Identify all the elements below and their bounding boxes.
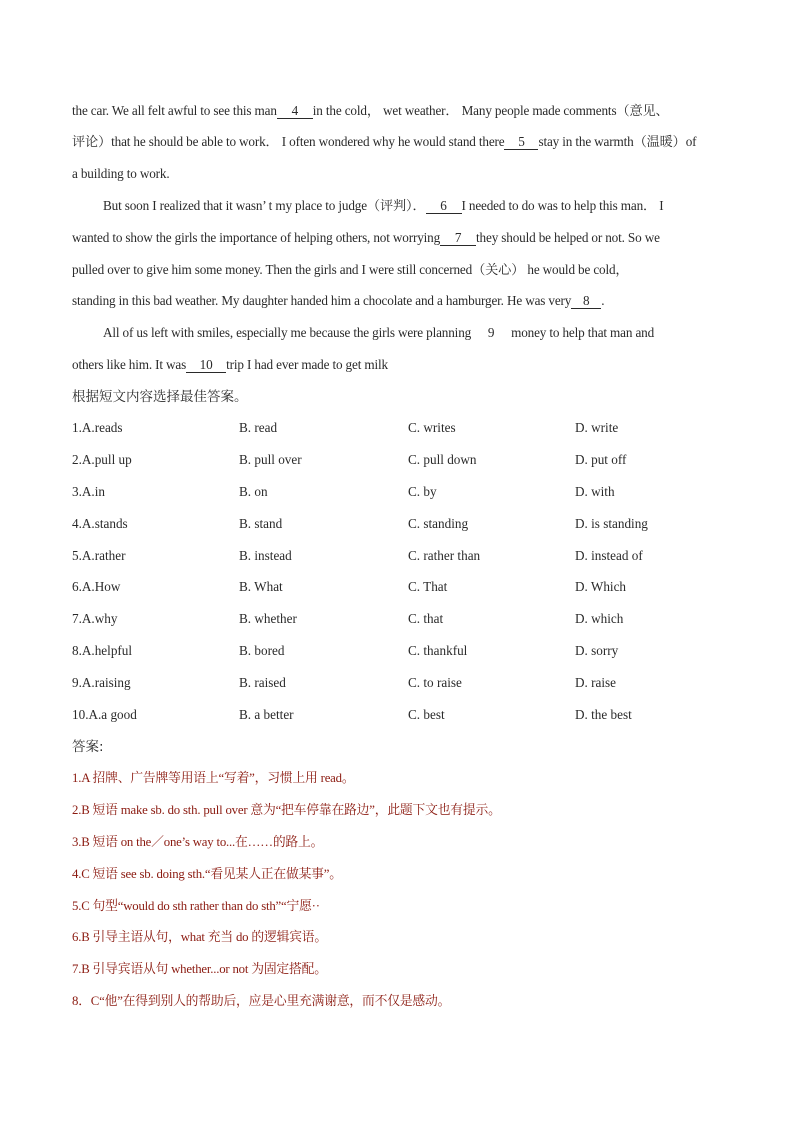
passage-line-2 <box>72 133 732 151</box>
option-10-a: 10.A.a good <box>72 707 137 722</box>
answer-7: 7.B 引导宾语从句 whether...or not 为固定搭配。 <box>72 962 327 976</box>
answer-2: 2.B 短语 make sb. do sth. pull over 意为“把车停靠在路边”，此题下文也有提示。 <box>72 803 501 817</box>
option-row-9 <box>72 674 732 692</box>
passage-line-8 <box>103 324 733 342</box>
option-6-a: 6.A.How <box>72 579 121 594</box>
option-10-b: B. a better <box>239 707 294 722</box>
option-3-a: 3.A.in <box>72 484 105 499</box>
answer-8: 8．C“他”在得到别人的帮助后，应是心里充满谢意，而不仅是感动。 <box>72 994 451 1008</box>
passage-text: in the cold， wet weather． Many people made comments（意见、 <box>312 103 669 118</box>
passage-line-3: a building to work. <box>72 166 170 181</box>
option-2-d: D. put off <box>575 452 627 467</box>
option-8-d: D. sorry <box>575 643 619 658</box>
blank-4: 4 <box>277 103 313 119</box>
option-8-a: 8.A.helpful <box>72 643 133 658</box>
option-9-a: 9.A.raising <box>72 675 131 690</box>
option-6-b: B. What <box>239 579 283 594</box>
blank-6: 6 <box>426 198 462 214</box>
option-7-a: 7.A.why <box>72 611 118 626</box>
option-4-b: B. stand <box>239 516 283 531</box>
option-6-d: D. Which <box>575 579 627 594</box>
option-row-6 <box>72 578 732 596</box>
option-3-d: D. with <box>575 484 615 499</box>
blank-9: 9 <box>487 325 495 340</box>
option-row-10 <box>72 706 732 724</box>
option-5-a: 5.A.rather <box>72 548 126 563</box>
option-9-c: C. to raise <box>408 675 462 690</box>
option-row-7 <box>72 610 732 628</box>
option-8-c: C. thankful <box>408 643 468 658</box>
option-3-c: C. by <box>408 484 437 499</box>
option-row-3 <box>72 483 732 501</box>
answer-5: 5.C 句型“would do sth rather than do sth”“宁愿·· <box>72 899 320 913</box>
passage-line-6: pulled over to give him some money. Then the girls and I were still concerned（关心） he would be cold， <box>72 262 629 277</box>
passage-text: stay in the warmth（温暖）of <box>538 134 697 149</box>
option-3-b: B. on <box>239 484 268 499</box>
option-5-c: C. rather than <box>408 548 481 563</box>
passage-line-1 <box>72 102 732 120</box>
passage-text: wanted to show the girls the importance of helping others, not worrying <box>72 230 441 245</box>
option-7-c: C. that <box>408 611 444 626</box>
passage-text: others like him. It was <box>72 357 187 372</box>
passage-line-4 <box>103 197 733 215</box>
passage-text: the car. We all felt awful to see this man <box>72 103 277 118</box>
option-2-a: 2.A.pull up <box>72 452 132 467</box>
passage-text: money to help that man and <box>511 325 655 340</box>
option-10-d: D. the best <box>575 707 632 722</box>
option-1-b: B. read <box>239 420 278 435</box>
passage-line-5 <box>72 229 732 247</box>
answer-4: 4.C 短语 see sb. doing sth.“看见某人正在做某事”。 <box>72 867 342 881</box>
answer-6: 6.B 引导主语从句，what 充当 do 的逻辑宾语。 <box>72 930 327 944</box>
option-row-1 <box>72 419 732 437</box>
option-row-8 <box>72 642 732 660</box>
passage-text: . <box>601 293 605 308</box>
option-2-b: B. pull over <box>239 452 302 467</box>
blank-5: 5 <box>504 134 538 150</box>
blank-8: 8 <box>571 293 601 309</box>
option-4-c: C. standing <box>408 516 469 531</box>
instruction-heading: 根据短文内容选择最佳答案。 <box>72 389 248 405</box>
passage-text: All of us left with smiles, especially me because the girls were planning <box>103 325 472 340</box>
answer-1: 1.A 招牌、广告牌等用语上“写着”，习惯上用 read。 <box>72 771 355 785</box>
option-row-2 <box>72 451 732 469</box>
blank-7: 7 <box>440 230 476 246</box>
option-4-d: D. is standing <box>575 516 648 531</box>
option-7-b: B. whether <box>239 611 297 626</box>
option-2-c: C. pull down <box>408 452 477 467</box>
passage-text: But soon I realized that it wasn’ t my place to judge（评判）． <box>103 198 426 213</box>
option-1-c: C. writes <box>408 420 456 435</box>
option-8-b: B. bored <box>239 643 285 658</box>
option-9-b: B. raised <box>239 675 286 690</box>
passage-text: they should be helped or not. So we <box>476 230 660 245</box>
answer-3: 3.B 短语 on the／one’s way to...在……的路上。 <box>72 835 324 849</box>
answers-heading: 答案: <box>72 739 104 755</box>
passage-text: 评论）that he should be able to work． I often wondered why he would stand there <box>72 134 505 149</box>
passage-text: standing in this bad weather. My daughter handed him a chocolate and a hamburger. He was very <box>72 293 572 308</box>
option-5-b: B. instead <box>239 548 292 563</box>
passage-line-7 <box>72 292 732 310</box>
option-row-5 <box>72 547 732 565</box>
blank-10: 10 <box>186 357 226 373</box>
passage-text: I needed to do was to help this man． I <box>461 198 664 213</box>
option-1-a: 1.A.reads <box>72 420 123 435</box>
passage-line-9 <box>72 356 732 374</box>
option-9-d: D. raise <box>575 675 617 690</box>
option-10-c: C. best <box>408 707 445 722</box>
option-1-d: D. write <box>575 420 619 435</box>
option-5-d: D. instead of <box>575 548 643 563</box>
option-6-c: C. That <box>408 579 448 594</box>
option-7-d: D. which <box>575 611 624 626</box>
passage-text: trip I had ever made to get milk <box>226 357 388 372</box>
option-4-a: 4.A.stands <box>72 516 128 531</box>
option-row-4 <box>72 515 732 533</box>
